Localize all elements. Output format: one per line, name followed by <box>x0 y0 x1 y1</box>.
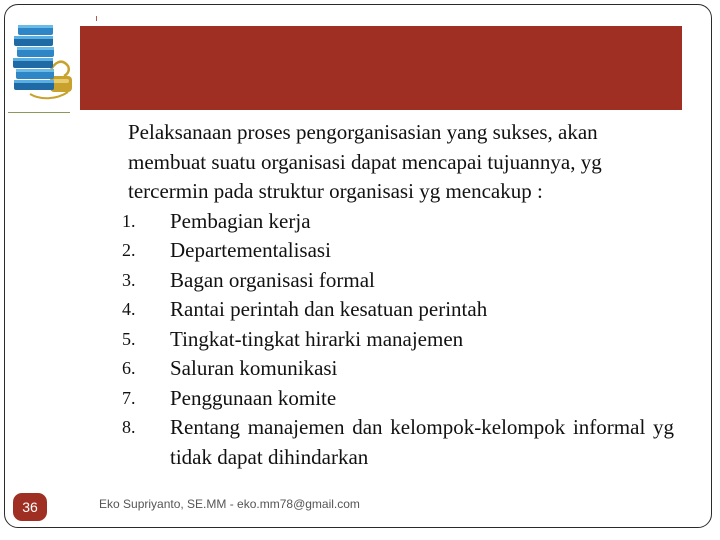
list-item-text: Pembagian kerja <box>170 208 311 233</box>
list-item-number: 3. <box>122 269 136 290</box>
list-item-text: Penggunaan komite <box>170 385 337 410</box>
list-item-text: Departementalisasi <box>170 238 331 262</box>
list-item-text: Rantai perintah dan kesatuan perintah <box>170 297 488 321</box>
list-item-number: 7. <box>122 387 136 408</box>
list-item-number: 5. <box>122 328 136 349</box>
books-and-telephone-icon <box>10 14 74 104</box>
list-item <box>122 325 674 355</box>
list-item-number: 2. <box>122 240 136 260</box>
list-item-number: 4. <box>122 299 136 319</box>
list-item-text: Bagan organisasi formal <box>170 267 375 292</box>
list-item-text: Saluran komunikasi <box>170 356 338 380</box>
list-item <box>122 236 674 266</box>
list-item <box>122 266 674 296</box>
footer-author: Eko Supriyanto, SE.MM - eko.mm78@gmail.com <box>99 497 360 511</box>
list-item <box>122 413 674 472</box>
page-number-badge: 36 <box>13 493 47 521</box>
structure-list <box>122 207 674 473</box>
slide-content <box>122 118 674 472</box>
intro-text: Pelaksanaan proses pengorganisasian yang sukses, akan membuat suatu organisasi dapat mencapai tujuannya, yg tercermin pada struktur organisasi yg mencakup : <box>128 120 602 203</box>
list-item <box>122 207 674 237</box>
list-item-text: Tingkat-tingkat hirarki manajemen <box>170 326 464 351</box>
list-item <box>122 384 674 414</box>
list-item-number: 1. <box>122 210 136 231</box>
list-item-number: 6. <box>122 358 136 378</box>
list-item <box>122 354 674 384</box>
header-tick-mark <box>96 16 97 21</box>
list-item-text: Rentang manajemen dan kelompok-kelompok informal yg tidak dapat dihindarkan <box>170 415 674 469</box>
list-item-number: 8. <box>122 417 136 437</box>
logo-divider <box>8 112 70 113</box>
title-band <box>80 26 682 110</box>
list-item <box>122 295 674 325</box>
